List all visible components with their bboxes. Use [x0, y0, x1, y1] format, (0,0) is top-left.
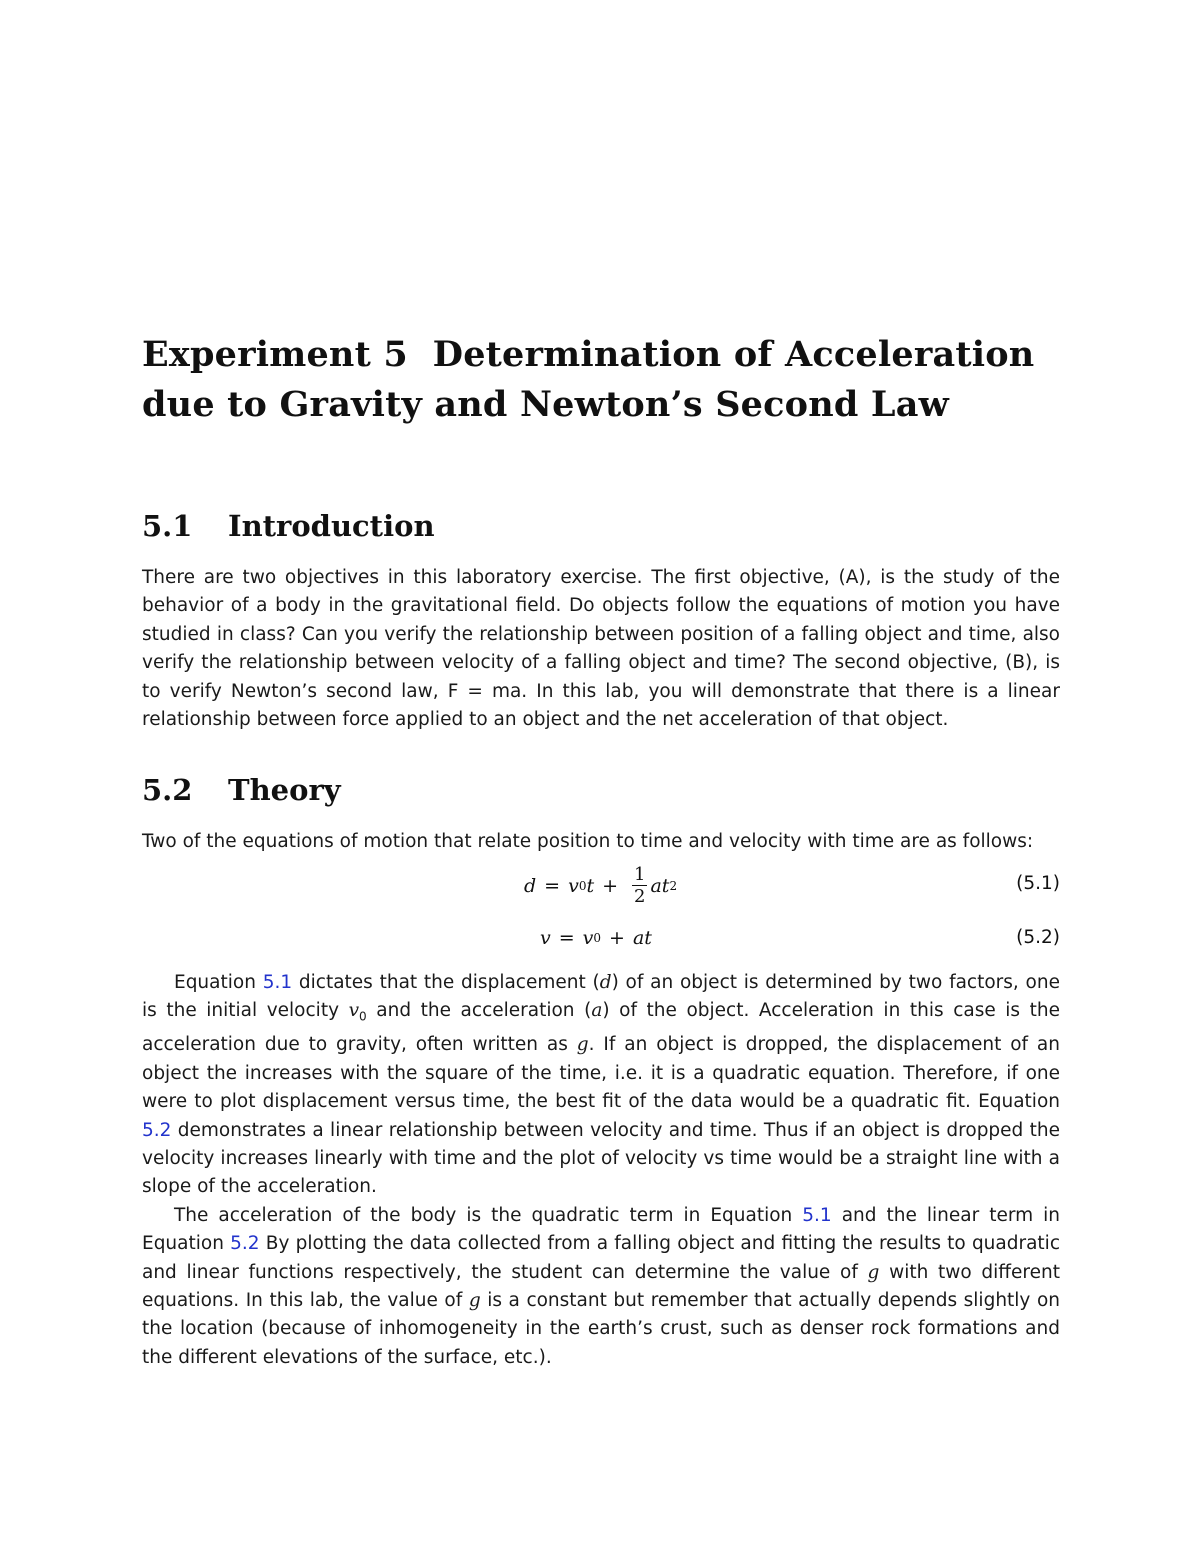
text-run: and the acceleration ( — [366, 1000, 592, 1022]
math-symbol: g — [867, 1261, 880, 1283]
equation-ref-link[interactable]: 5.2 — [230, 1233, 260, 1255]
text-run: with two different equations. In this lab, the value of — [142, 1261, 1060, 1311]
eq2-lhs: v — [540, 926, 551, 949]
eq1-equals: = — [544, 874, 561, 897]
eq1-term1-var: t — [586, 874, 595, 897]
eq2-equals: = — [558, 926, 575, 949]
equation-ref-link[interactable]: 5.2 — [142, 1119, 172, 1141]
theory-paragraph-3 — [142, 1202, 1060, 1372]
chapter-title — [142, 330, 1060, 430]
text-run: . If an object is dropped, the displacement of an object the increases with the square of the time, i.e. it is a quadratic equation. Therefore, if one were to plot displacement versus time, the best fit of the data would be a quadratic fit. Equation — [142, 1034, 1060, 1113]
math-symbol: d — [599, 971, 612, 993]
eq1-lhs: d — [524, 874, 537, 897]
equation-label: (5.1) — [1016, 872, 1060, 894]
math-symbol: g — [468, 1290, 481, 1311]
eq1-fraction — [632, 864, 647, 907]
theory-lead-paragraph: Two of the equations of motion that relate position to time and velocity with time are as follows: — [142, 831, 1034, 853]
equations-block — [142, 857, 1060, 969]
text-run: ) of the object. Acceleration in this case is the acceleration due to gravity, often written as — [142, 1000, 1060, 1056]
text-run: dictates that the displacement ( — [292, 971, 600, 993]
eq2-term2: at — [632, 926, 652, 949]
chapter-title-line1: Experiment 5 Determination of Acceleration — [142, 334, 1035, 375]
document-page — [142, 330, 1060, 1372]
text-run: ) of an object is determined by two factors, one is the initial velocity — [142, 971, 1060, 1022]
section-heading-introduction — [142, 508, 1060, 544]
eq1-frac-num: 1 — [634, 864, 646, 886]
eq1-frac-den: 2 — [634, 886, 646, 908]
text-run: is a constant but remember that actually depends slightly on the location (because of inhomogeneity in the earth’s crust, such as denser rock formations and the different elevations of the surface, etc.). — [142, 1290, 1060, 1368]
eq1-term2: at — [650, 874, 670, 897]
introduction-paragraph: There are two objectives in this laboratory exercise. The first objective, (A), is the study of the behavior of a body in the gravitational field. Do objects follow the equations of motion you have studied in class? Can you verify the relationship between position of a falling object and time, also verify the relationship between velocity of a falling object and time? The second objective, (B), is to verify Newton’s second law, F = ma. In this lab, you will demonstrate that there is a linear relationship between force applied to an object and the net acceleration of that object. — [142, 567, 1060, 731]
chapter-title-line2: due to Gravity and Newton’s Second Law — [142, 384, 949, 425]
equation-5-2 — [142, 925, 1060, 959]
equation-ref-link[interactable]: 5.1 — [802, 1204, 832, 1226]
section-number: 5.2 — [142, 773, 193, 808]
eq1-plus: + — [602, 874, 619, 897]
text-run: Equation — [174, 971, 263, 993]
text-run: and the linear term in Equation — [142, 1204, 1060, 1255]
equation-label: (5.2) — [1016, 926, 1060, 948]
eq1-term2-sup: 2 — [669, 878, 678, 893]
text-run: demonstrates a linear relationship between velocity and time. Thus if an object is dropped the velocity increases linearly with time and the plot of velocity vs time would be a straight line with a slope of the acceleration. — [142, 1119, 1060, 1198]
eq1-term1-sub: 0 — [578, 878, 587, 893]
text-run: By plotting the data collected from a falling object and fitting the results to quadratic and linear functions respectively, the student can determine the value of — [142, 1233, 1060, 1283]
math-symbol: a — [591, 1000, 603, 1022]
section-title: Theory — [228, 773, 341, 808]
section-number: 5.1 — [142, 509, 193, 543]
eq1-term1: v — [568, 874, 579, 897]
eq2-term1: v — [582, 926, 594, 949]
math-symbol: g — [576, 1034, 589, 1056]
eq2-plus: + — [609, 926, 625, 949]
math-symbol: v — [348, 1000, 360, 1022]
math-subscript: 0 — [359, 1009, 367, 1024]
section-heading-theory — [142, 772, 1060, 808]
equation-ref-link[interactable]: 5.1 — [262, 971, 293, 993]
theory-paragraph-2 — [142, 969, 1060, 1202]
section-title: Introduction — [228, 509, 435, 543]
text-run: The acceleration of the body is the quadratic term in Equation — [174, 1204, 803, 1226]
equation-5-1 — [142, 857, 1060, 917]
eq2-term1-sub: 0 — [593, 930, 602, 945]
